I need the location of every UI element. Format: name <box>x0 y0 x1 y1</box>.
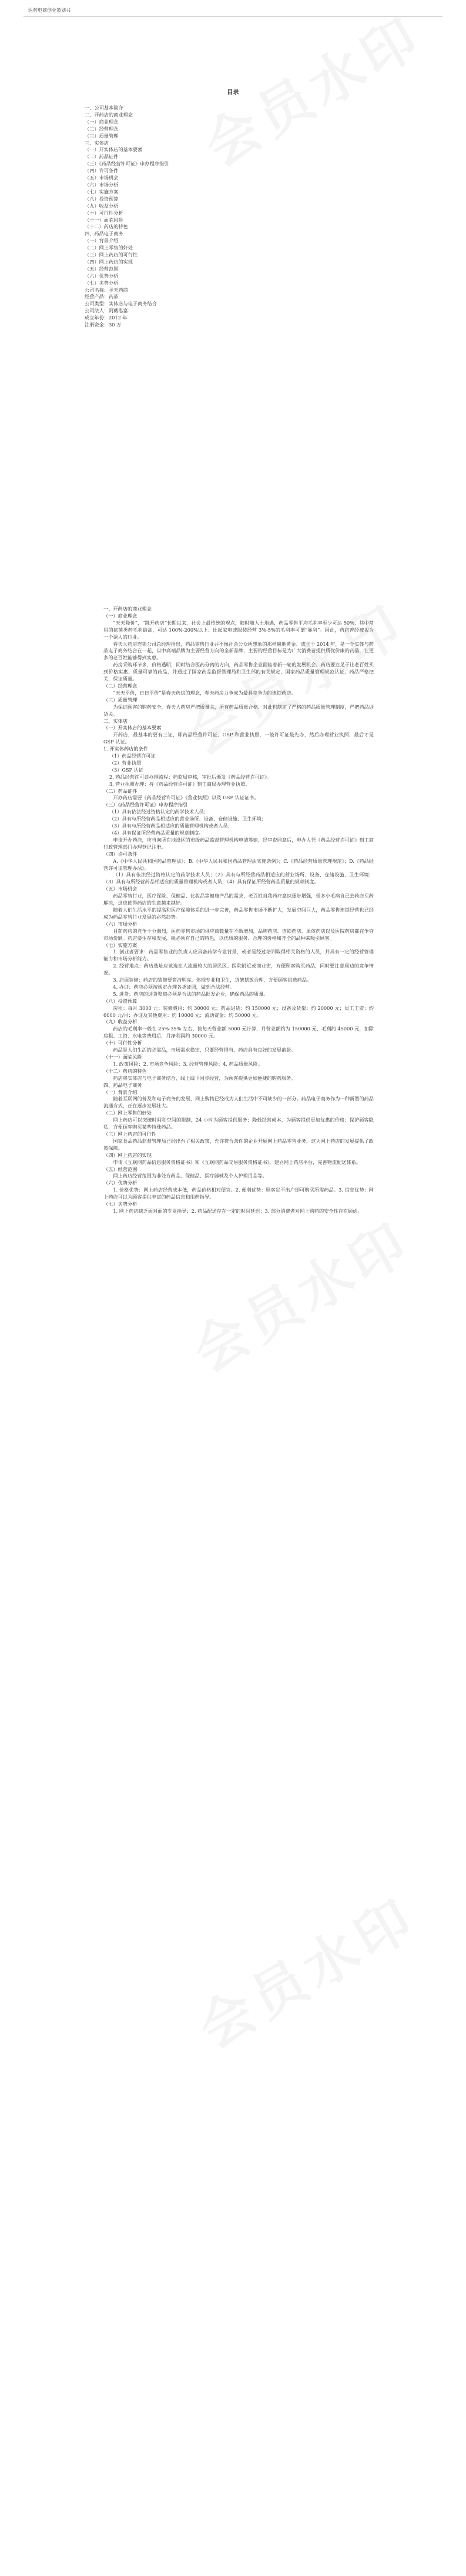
toc-item: （六）市场分析 <box>85 181 119 188</box>
section-heading: （五）市场机会 <box>103 886 138 892</box>
toc-item: 三、实体店 <box>85 139 109 146</box>
section-heading: （一）开实体店的基本要素 <box>103 725 162 731</box>
section-heading: （六）优势分析 <box>103 1180 138 1186</box>
section-heading: （十）可行性分析 <box>103 1040 142 1046</box>
body-paragraph: 随着人们生活水平的提高和医疗保障体系的进一步完善，药品零售市场不断扩大，发展空间巨大，药品零售连锁经营也已经成为药品零售行业发展的必然趋势。 <box>103 906 374 920</box>
body-paragraph: （4）具有保证所经营药品质量的规章制度。 <box>109 830 204 836</box>
section-heading: （一）商业理念 <box>103 612 138 619</box>
body-paragraph: 5. 进货：药店的进货渠道必须是合法的药品批发企业，确保药品的质量。 <box>113 990 269 997</box>
toc-item: 经营产品：药品 <box>85 293 119 300</box>
body-paragraph: 1. 创业者要求：药品零售业的负责人应具备药学专业背景，或者是经过培训取得相关资格的人员，并具有一定的经营管理能力和市场分析能力。 <box>103 949 374 962</box>
body-paragraph: 2. 经营地点：药店选址应该选在人流量较大的居民区、医院附近或商业街，方便顾客购买药品，同时要注意周边的竞争情况。 <box>103 963 374 976</box>
toc-title: 目录 <box>227 89 239 96</box>
section-heading: （四）许可条件 <box>103 850 138 857</box>
document-header: 医药电商创业策划书 <box>28 8 71 13</box>
toc-item: （九）收益分析 <box>85 202 119 209</box>
watermark <box>202 1911 413 2037</box>
section-heading: （七）实施方案 <box>103 942 138 948</box>
body-paragraph: 1. 政策风险；2. 市场竞争风险；3. 经营管理风险；4. 药品质量风险。 <box>113 1060 263 1067</box>
section-heading: （七）劣势分析 <box>103 1201 138 1207</box>
body-paragraph: 4. 办证：药店必须按规定办理各类证照，做到合法经营。 <box>113 983 235 990</box>
body-paragraph: “天天降价”，“跳开药店”长期以来，社会上最传统的观点，随时随人土地遇，药品零售平均毛利率至少可达 50%，其中常用的抗菌类药毛利最高，可达 100%-200%以上；比起家电或服装经营 3%-5%的毛利率可谓“暴利”。因此，药店曾经被视为一个诱人的行业。 <box>103 619 374 640</box>
body-paragraph: 申请开办药店，应当向所在地设区的市级药品监督管理机构申请筹建，经审查同意后，申办人凭《药品经营许可证》到工商行政管理部门办理登记注册。 <box>103 836 374 850</box>
section-heading: （十二）药店的特色 <box>103 1067 147 1074</box>
toc-item: （二）药品证件 <box>85 154 119 160</box>
body-paragraph: 药店将实体店与电子商务结合，线上线下同步经营，为顾客提供更加便捷的购药服务。 <box>113 1075 296 1081</box>
toc-item: 公司类型：实体店与电子商务结合 <box>85 301 157 307</box>
body-paragraph: 网上药店可以突破时间和空间的限制，24 小时为顾客提供服务；降低经营成本，为顾客提供更加优惠的价格；保护顾客隐私，方便顾客购买某些特殊药品。 <box>103 1117 374 1130</box>
body-paragraph: 开药店，最基本的要有三证，即药品经营许可证、GSP 和营业执照，一般许可证最先办，然后办理营业执照，最后才是 GSP 认证。 <box>103 732 374 745</box>
body-paragraph: 为保证顾客的购药安全，春天大药房严把质量关，所有药品质量合格、对此也制定了严格的药品质量管理制度，严把药品进货关。 <box>103 703 374 717</box>
body-paragraph: 春天大药房连锁公司总经理指出，药品零售行业并不像社会公众所想象的那样遍地黄金。成立于 2014 年，是一个实体与药品电子商务结合在一起，以中高端品牌为主要经营方向的全新品牌，主要的经营目标是为广大消费者提供质优价廉的药品，让更多的老百姓能够得到实惠。 <box>103 640 374 661</box>
toc-item: （五）经营范围 <box>85 265 119 272</box>
watermark <box>196 1234 407 1360</box>
body-paragraph: 2. 药品经营许可证办理流程：药监局审核，审批后颁发《药品经营许可证》。 <box>109 773 272 780</box>
toc-item: 公司法人：阿戴泓富 <box>85 308 128 314</box>
section-heading: 二、实体店 <box>103 718 128 724</box>
section-heading: （九）收益分析 <box>103 1019 138 1025</box>
section-heading: （六）市场分析 <box>103 920 138 927</box>
header-divider <box>24 16 442 17</box>
toc-item: （十二）药店的特色 <box>85 223 128 230</box>
document-body <box>103 606 374 1215</box>
body-paragraph: （1）具有依法经过资格认定的药学技术人员；（2）具有与所经营药品相适应的营业场所、设备、仓储设施、卫生环境；（3）具有与所经营药品相适应的质量管理机构或者人员；（4）具有保证所经营药品质量的规章制度。 <box>103 872 374 885</box>
section-heading: （十一）面临风险 <box>103 1054 142 1060</box>
toc-item: （六）优势分析 <box>85 272 119 279</box>
body-paragraph: （3）GSP 认证 <box>109 766 144 773</box>
table-of-contents <box>85 105 390 329</box>
section-heading: 1. 开实体药店的条件 <box>103 746 148 752</box>
toc-item: （四）网上药店的实现 <box>85 258 133 265</box>
body-paragraph: 1. 价格优势：网上药店经营成本低，药品价格相对便宜。2. 便利优势：顾客足不出户即可购买所需药品。3. 信息优势：网上药店可以为顾客提供丰富的药品信息和用药指导。 <box>103 1187 374 1200</box>
section-heading: （二）药品证件 <box>103 788 138 794</box>
toc-item: （一）商业理念 <box>85 118 119 125</box>
body-paragraph: 1. 网上药店缺乏面对面的专业指导；2. 药品配送存在一定的时间延迟；3. 部分消费者对网上购药的安全性存在顾虑。 <box>113 1207 363 1214</box>
section-heading: （五）经营范围 <box>103 1166 138 1172</box>
body-paragraph: 申请《互联网药品信息服务资格证书》和《互联网药品交易服务资格证书》，建立网上药店平台，完善物流配送体系。 <box>113 1159 361 1165</box>
body-paragraph: 药品是人们生活的必需品，市场需求稳定，只要经营得当，药店具有良好的发展前景。 <box>113 1047 296 1053</box>
body-paragraph: 国家食品药品监督管理局已经出台了相关政策，允许符合条件的企业开展网上药品零售业务，这为网上药店的发展提供了政策保障。 <box>103 1137 374 1151</box>
section-heading: （二）经营理念 <box>103 682 138 689</box>
section-heading: （三）网上药店的可行性 <box>103 1130 157 1137</box>
body-paragraph: 3. 营业执照办理：持《药品经营许可证》到工商局办理营业执照。 <box>109 780 250 787</box>
body-paragraph: “天天平价，日日平价”是春天药房的理念，春天药房力争成为最具竞争力的连锁药店。 <box>113 689 296 696</box>
toc-item: （四）许可条件 <box>85 168 119 174</box>
body-paragraph: （2）具有与所经营药品相适应的营业场所、设备、仓储设施、卫生环境； <box>109 816 267 822</box>
toc-item: 注册资金：30 万 <box>85 322 122 328</box>
toc-item: （十一）面临风险 <box>85 216 123 223</box>
toc-item: （三）质量管理 <box>85 132 119 139</box>
body-paragraph: 开办药店需要《药品经营许可证》《营业执照》以及 GSP 认证证书。 <box>113 795 259 801</box>
body-paragraph: 网上药店经营范围为非处方药品、保健品、医疗器械及个人护理用品等。 <box>113 1173 267 1179</box>
toc-item: （三）网上药店的可行性 <box>85 252 138 258</box>
toc-item: （七）劣势分析 <box>85 279 119 286</box>
toc-item: （二）网上零售的好处 <box>85 245 133 251</box>
toc-item: （五）市场机会 <box>85 175 119 181</box>
section-heading: （一）背景介绍 <box>103 1089 138 1095</box>
toc-item: （十）可行性分析 <box>85 209 123 216</box>
section-heading: 一、开药店的商业理念 <box>103 606 152 612</box>
toc-item: 四、药品电子商务 <box>85 231 123 237</box>
body-paragraph: （1）具有依法经过资格认定的药学技术人员； <box>109 809 209 815</box>
toc-item: 成立年份：2012 年 <box>85 315 128 321</box>
toc-item: （二）经营理念 <box>85 125 119 132</box>
toc-item: （三）《药品经营许可证》申办程序指引 <box>85 161 169 167</box>
toc-item: （一）开实体店的基本要素 <box>85 146 143 153</box>
body-paragraph: 药房采购环节多，价格透明，同时结合医药分离的方向，药品零售企业面临着新一轮的发展机会。药店要立足于让老百姓买到价格实惠、质量可靠的药品，并通过了国家药品监督管理局和卫生部的有关规定，国家药品质量管理规范认证，药品严格把关，保证质量。 <box>103 662 374 682</box>
toc-item: 公司名称：圣天药商 <box>85 286 128 293</box>
body-paragraph: 药店的毛利率一般在 25%-35% 左右，按每天营业额 5000 元计算，月营业额约为 150000 元，毛利约 45000 元，扣除房租、工资、水电等费用后，月净利润约 30000 元。 <box>103 1026 374 1039</box>
body-paragraph: 房租：每月 3000 元；装修费用：约 30000 元；药品进货：约 150000 元；设备及货架：约 20000 元；员工工资：约 6000 元/月；办证及其他费用：约 10000 元；流动资金：约 50000 元。 <box>103 1005 374 1018</box>
toc-item: （一）背景介绍 <box>85 238 119 244</box>
toc-item: （七）实施方案 <box>85 188 119 195</box>
body-paragraph: （1）药品经营许可证 <box>109 753 156 759</box>
body-paragraph: 3. 店面装修：药店的装修要简洁明亮，体现专业和卫生，货架摆放合理，方便顾客挑选药品。 <box>113 977 312 983</box>
toc-item: 一、公司基本简介 <box>85 105 123 111</box>
body-paragraph: A.《中华人民共和国药品管理法》；B.《中华人民共和国药品管理法实施条例》；C.《药品经营质量管理规范》；D.《药品经营许可证管理办法》。 <box>103 857 374 871</box>
body-paragraph: 随着互联网的普及和电子商务的发展，网上购物已经成为人们生活中不可缺少的一部分。药品电子商务作为一种新型的药品流通方式，正在逐步发展壮大。 <box>103 1096 374 1109</box>
body-paragraph: 药品零售行业，医疗保险、保健品、化妆品等健康产品的需求，老百姓自我药疗意识逐步增强，很多小毛病自己去药店买药解决，这也使得药店的生意越来越好。 <box>103 893 374 906</box>
toc-item: 二、开药店的商业理念 <box>85 111 133 118</box>
section-heading: （三）质量管理 <box>103 696 138 703</box>
toc-item: （八）投资预算 <box>85 195 119 202</box>
section-heading: （二）网上零售的好处 <box>103 1110 152 1116</box>
body-paragraph: （2）营业执照 <box>109 759 142 766</box>
body-paragraph: （3）具有与所经营药品相适应的质量管理机构或者人员； <box>109 823 233 829</box>
body-paragraph: 目前药店的竞争十分激烈，医药零售市场的供应商数量在不断增加，品牌药店、连锁药店、单体药店以及医院药房都在争夺市场份额。药店要生存和发展，就必须有自己的特色，以优质的服务、合理的价格和齐全的品种来吸引顾客。 <box>103 927 374 941</box>
section-heading: 四、药品电子商务 <box>103 1082 142 1088</box>
section-heading: （三）《药品经营许可证》申办程序指引 <box>103 802 188 808</box>
section-heading: （四）网上药店的实现 <box>103 1152 152 1158</box>
section-heading: （八）投资预算 <box>103 997 138 1004</box>
